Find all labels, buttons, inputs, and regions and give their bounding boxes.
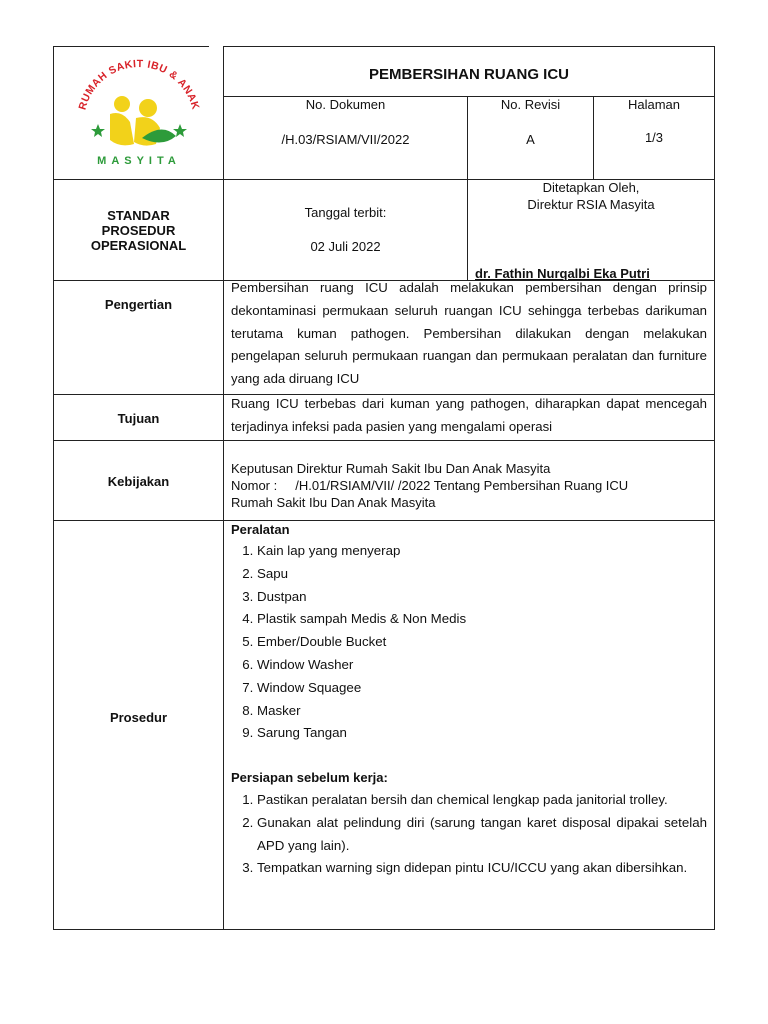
kebijakan-label: Kebijakan — [107, 474, 170, 489]
peralatan-list — [231, 540, 707, 745]
list-item: 1. Kain lap yang menyerap — [257, 540, 707, 563]
list-item: 1. Pastikan peralatan bersih dan chemical lengkap pada janitorial trolley. — [257, 789, 707, 812]
sop-line-2: PROSEDUR — [101, 223, 176, 238]
page-label: Halaman — [627, 97, 681, 112]
doc-number-label: No. Dokumen — [305, 97, 386, 112]
pengertian-text: Pembersihan ruang ICU adalah melakukan pembersihan dengan prinsip dekontaminasi permukaan seluruh ruangan ICU sehingga terbebas darikuman terutama kuman pathogen. Pembersihan dilakukan dengan melakukan pengelapan seluruh permukaan ruangan dan permukaan peralatan dan furniture yang ada diruang ICU — [231, 280, 707, 387]
approval-line-1: Ditetapkan Oleh, — [542, 180, 640, 195]
tujuan-text: Ruang ICU terbebas dari kuman yang pathogen, diharapkan dapat mencegah terjadinya infeksi pada pasien yang mengalami operasi — [231, 396, 707, 434]
issue-date-cell — [223, 179, 468, 281]
sop-line-3: OPERASIONAL — [90, 238, 187, 253]
issue-date-label: Tanggal terbit: — [304, 205, 387, 220]
pengertian-label-cell — [53, 280, 224, 395]
sop-line-1: STANDAR — [107, 208, 170, 223]
sop-cell — [53, 179, 224, 281]
logo-cell — [53, 46, 224, 180]
doc-number-cell — [223, 96, 468, 180]
list-item: 7. Window Squagee — [257, 677, 707, 700]
approval-line-2: Direktur RSIA Masyita — [527, 197, 655, 212]
list-item: 9. Sarung Tangan — [257, 722, 707, 745]
prosedur-content-cell — [223, 520, 715, 930]
pengertian-label: Pengertian — [104, 297, 173, 312]
kebijakan-line-1: Keputusan Direktur Rumah Sakit Ibu Dan Anak Masyita — [231, 461, 551, 476]
kebijakan-label-cell — [53, 440, 224, 521]
prosedur-label-cell — [53, 520, 224, 930]
issue-date-value: 02 Juli 2022 — [310, 239, 381, 254]
list-item: 3. Tempatkan warning sign didepan pintu ICU/ICCU yang akan dibersihkan. — [257, 857, 707, 880]
title-cell — [223, 46, 715, 97]
list-item: 4. Plastik sampah Medis & Non Medis — [257, 608, 707, 631]
list-item: 2. Gunakan alat pelindung diri (sarung tangan karet disposal dipakai setelah APD yang lain). — [257, 812, 707, 858]
kebijakan-content-cell — [223, 440, 715, 521]
page-value: 1/3 — [644, 130, 664, 145]
list-item: 3. Dustpan — [257, 586, 707, 609]
tujuan-content-cell — [223, 394, 715, 441]
prosedur-label: Prosedur — [109, 710, 168, 725]
page-cell — [593, 96, 715, 180]
kebijakan-line-2: Nomor : /H.01/RSIAM/VII/ /2022 Tentang Pembersihan Ruang ICU — [231, 478, 629, 493]
signatory-name: dr. Fathin Nurqalbi Eka Putri — [475, 266, 650, 281]
list-item: 8. Masker — [257, 700, 707, 723]
tujuan-label: Tujuan — [117, 411, 160, 426]
revision-label: No. Revisi — [500, 97, 561, 112]
revision-cell — [467, 96, 594, 180]
list-item: 2. Sapu — [257, 563, 707, 586]
hospital-logo — [64, 52, 214, 172]
logo-bottom-text: MASYITA — [97, 155, 181, 167]
tujuan-label-cell — [53, 394, 224, 441]
persiapan-heading: Persiapan sebelum kerja: — [231, 770, 388, 785]
persiapan-list — [231, 789, 707, 880]
doc-number-value: /H.03/RSIAM/VII/2022 — [281, 132, 410, 147]
list-item: 6. Window Washer — [257, 654, 707, 677]
kebijakan-line-3: Rumah Sakit Ibu Dan Anak Masyita — [231, 495, 436, 510]
document-title: PEMBERSIHAN RUANG ICU — [368, 66, 569, 83]
logo-arc-text: RUMAH SAKIT IBU & ANAK — [76, 57, 202, 112]
approval-cell — [467, 179, 715, 281]
peralatan-heading: Peralatan — [231, 522, 290, 537]
list-item: 5. Ember/Double Bucket — [257, 631, 707, 654]
pengertian-content-cell — [223, 280, 715, 395]
revision-value: A — [526, 132, 535, 147]
svg-text:RUMAH SAKIT IBU & ANAK — [76, 58, 201, 111]
